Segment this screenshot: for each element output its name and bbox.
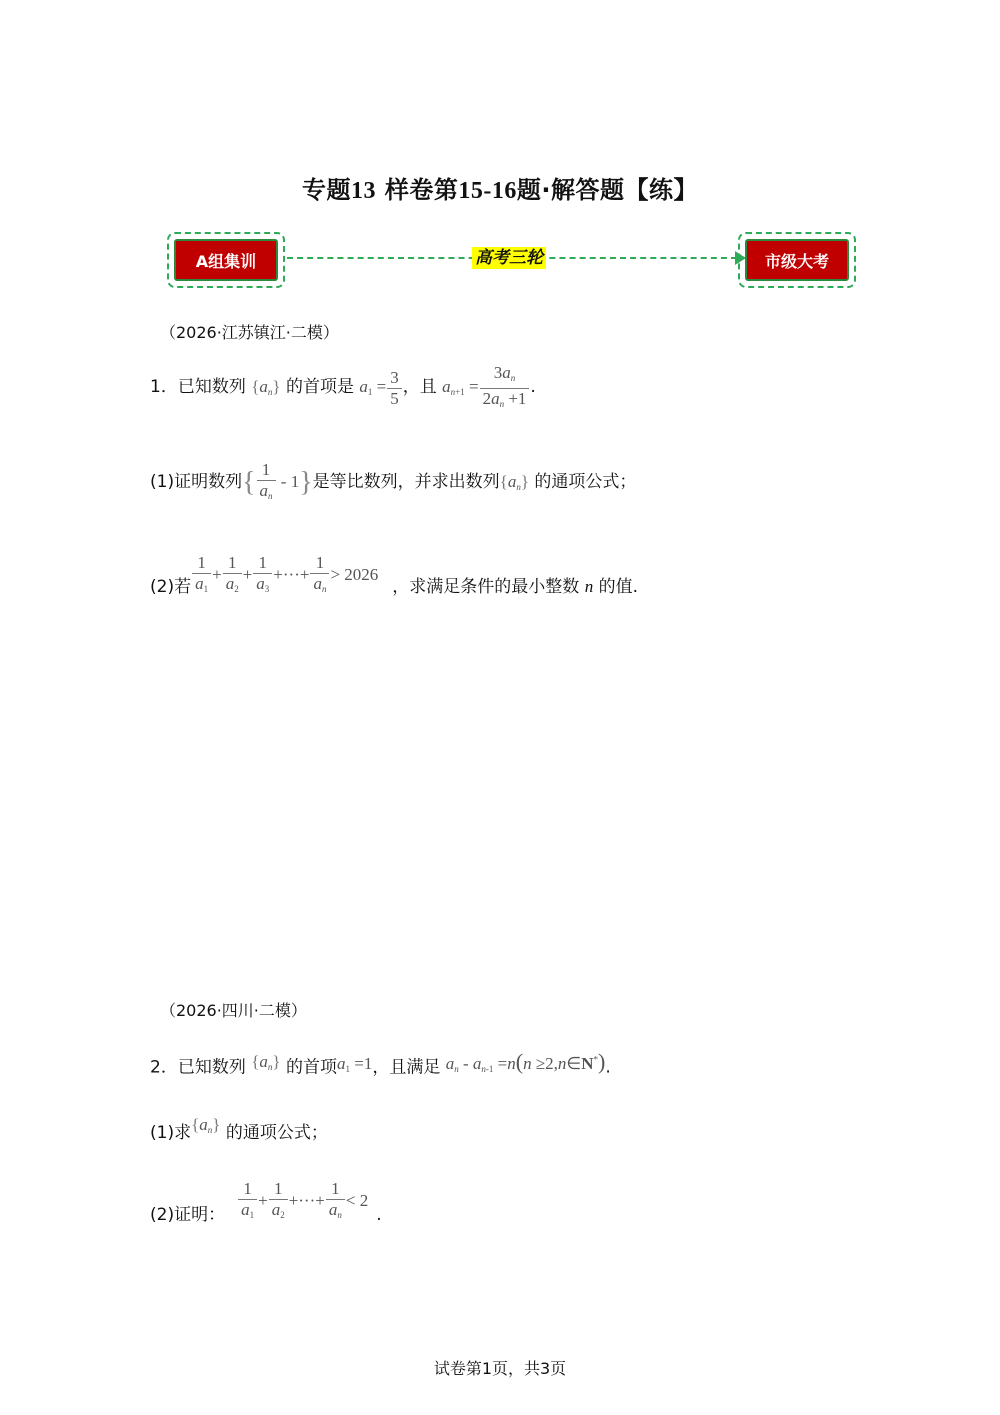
problem1-part1-label: (1)证明数列 [150, 472, 243, 492]
math-difference: $a_n - a_{n-1} =n(n$ ≥2,n∈N*) [445, 1048, 606, 1074]
section-banner [0, 228, 1000, 290]
math-seq-an: $\{a_n\}$ [251, 377, 281, 397]
right-badge: 市级大考 [745, 239, 849, 281]
problem2-stem-end: . [605, 1057, 611, 1078]
problem1-stem-a: 已知数列 [177, 377, 246, 397]
problem2-number: 2． [150, 1057, 178, 1078]
problem2-part1-label: (1)求 [150, 1123, 192, 1143]
left-badge-frame [167, 232, 285, 288]
problem2-rhs: 2 [359, 1191, 369, 1210]
problem2-stem [150, 1036, 611, 1092]
problem1-stem-c: ，且 [402, 377, 437, 397]
problem1-part2-end: ，求满足条件的最小整数 [392, 577, 580, 597]
title-range: 15-16 [458, 178, 517, 204]
math-sum-inequality: $\frac{1}{a_1}$ + $\frac{1}{a_2}$ + $\frac{1}{a_3}$ +···+ $\frac{1}{a_n}$ > 2026 [191, 565, 378, 584]
problem2-stem-b: 的首项 [285, 1057, 337, 1078]
right-badge-frame [738, 232, 856, 288]
problem1-part1-end: 的通项公式； [534, 472, 637, 492]
page-title [0, 170, 1000, 205]
math-sum-bound: $\frac{1}{a_1}$ + $\frac{1}{a_2}$ +···+ $\frac{1}{a_n}$ < 2 [237, 1191, 368, 1210]
title-text-3: 题·解答题【练】 [516, 176, 698, 204]
problem1-part2 [150, 540, 638, 622]
problem1-var-n: n [584, 577, 594, 596]
title-text-1: 专题 [302, 176, 351, 204]
problem1-part1 [150, 452, 636, 517]
problem1-stem-end: . [530, 377, 536, 397]
title-number: 13 [351, 178, 376, 204]
problem1-rhs: 2026 [344, 565, 379, 584]
math-seq-an-4: $\{a_n\}$ [191, 1115, 221, 1135]
left-badge: A组集训 [174, 239, 278, 281]
problem2-part1-end: 的通项公式； [225, 1123, 328, 1143]
math-seq-an-2: $\{a_n\}$ [499, 472, 530, 492]
math-a1-eq-1: $a_1 =1$ [336, 1053, 373, 1074]
math-seq-an-3: $\{a_n\}$ [251, 1051, 281, 1072]
middle-tag: 高考三轮 [472, 247, 546, 269]
math-a1-eq: $a_1$ = $\frac{3}{5}$ [359, 377, 402, 396]
problem1-part2-label: (2)若 [150, 577, 192, 597]
problem1-part1-mid: 是等比数列，并求出数列 [312, 472, 500, 492]
problem2-part1 [150, 1100, 328, 1158]
problem1-source: （2026·江苏镇江·二模） [160, 323, 339, 342]
page-footer: 试卷第1页，共3页 [433, 1359, 567, 1378]
problem2-source: （2026·四川·二模） [160, 1001, 307, 1020]
problem2-stem-a: 已知数列 [177, 1057, 246, 1078]
problem2-part2 [150, 1166, 382, 1250]
problem1-stem [150, 362, 536, 417]
problem1-stem-b: 的首项是 [285, 377, 354, 397]
problem2-part2-end: . [376, 1205, 382, 1225]
problem1-number: 1． [150, 377, 178, 397]
math-recurrence: $a_{n+1}$ = $\frac{3a_n}{2a_n +1}$ [442, 377, 530, 396]
problem2-part2-label: (2)证明： [150, 1205, 226, 1225]
problem2-stem-c: ，且满足 [372, 1057, 441, 1078]
problem1-part2-tail: 的值. [598, 577, 639, 597]
math-recip-seq: { $\frac{1}{a_n}$ - 1} [242, 472, 313, 491]
title-text-2: 样卷第 [376, 176, 459, 204]
